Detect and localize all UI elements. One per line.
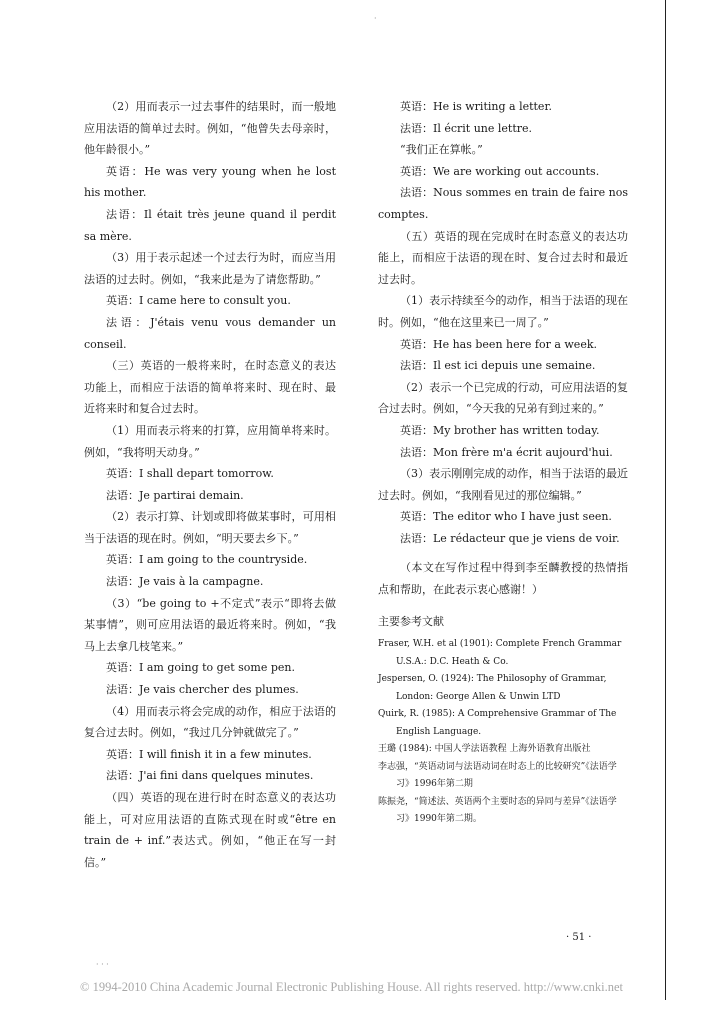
english-example: 英语：I came here to consult you. bbox=[106, 294, 291, 308]
french-example: 法语：Je vais à la campagne. bbox=[106, 575, 264, 589]
section-heading-paragraph: （三）英语的一般将来时，在时态意义的表达功能上，而相应于法语的简单将来时、现在时、最近将来时和复合过去时。 bbox=[84, 359, 336, 416]
page-border-line bbox=[665, 0, 666, 1000]
right-column bbox=[378, 96, 628, 829]
english-example: 英语：The editor who I have just seen. bbox=[400, 510, 612, 524]
english-example: 英语：My brother has written today. bbox=[400, 423, 600, 437]
english-example: 英语：I am going to get some pen. bbox=[106, 661, 295, 675]
page-number: · 51 · bbox=[566, 932, 592, 943]
french-example: 法语：Mon frère m'a écrit aujourd'hui. bbox=[400, 445, 613, 459]
french-example: 法语：Je vais chercher des plumes. bbox=[106, 683, 299, 697]
reference-item: 李志强，“英语动词与法语动词在时态上的比较研究”《法语学习》1996年第二期 bbox=[378, 761, 617, 790]
reference-item: Fraser, W.H. et al (1901): Complete French Grammar U.S.A.: D.C. Heath & Co. bbox=[378, 639, 622, 667]
french-example: 法语：J'étais venu vous demander un conseil. bbox=[84, 315, 336, 351]
english-example: 英语：He has been here for a week. bbox=[400, 337, 597, 351]
french-example: 法语：Je partirai demain. bbox=[106, 488, 244, 502]
french-example: 法语：Il est ici depuis une semaine. bbox=[400, 359, 596, 373]
reference-item: 陈振尧，“简述法、英语两个主要时态的异同与差异”《法语学习》1990年第二期。 bbox=[378, 796, 617, 825]
references-title: 主要参考文献 bbox=[378, 614, 444, 628]
reference-item: Jespersen, O. (1924): The Philosophy of Grammar, London: George Allen & Unwin LTD bbox=[378, 674, 607, 702]
french-example: 法语：Le rédacteur que je viens de voir. bbox=[400, 531, 620, 545]
english-example: 英语：He is writing a letter. bbox=[400, 100, 552, 113]
paragraph: （3）“be going to +不定式”表示“即将去做某事情”，则可应用法语的最近将来时。例如，“我马上去拿几枝笔来。” bbox=[84, 596, 336, 653]
paragraph: （3）用于表示起述一个过去行为时，而应当用法语的过去时。例如，“我来此是为了请您帮助。” bbox=[84, 251, 336, 286]
quoted-example: “我们正在算帐。” bbox=[400, 143, 483, 157]
acknowledgement-note: （本文在写作过程中得到李至麟教授的热情指点和帮助，在此表示衷心感谢！） bbox=[378, 561, 628, 597]
english-example: 英语：He was very young when he lost his mother. bbox=[84, 164, 336, 200]
english-example: 英语：We are working out accounts. bbox=[400, 164, 600, 178]
french-example: 法语：Il écrit une lettre. bbox=[400, 121, 533, 135]
references-list bbox=[378, 636, 628, 829]
paragraph: （4）用而表示将会完成的动作，相应于法语的复合过去时。例如，“我过几分钟就做完了。” bbox=[84, 704, 336, 740]
reference-item: Quirk, R. (1985): A Comprehensive Grammar of The English Language. bbox=[378, 709, 617, 737]
english-example: 英语：I shall depart tomorrow. bbox=[106, 467, 274, 481]
reference-item: 王璐 (1984): 中国人学法语教程 上海外语教育出版社 bbox=[378, 744, 591, 755]
paragraph: （2）用而表示一过去事件的结果时，而一般地应用法语的简单过去时。例如，“他曾失去母亲时，他年龄很小。” bbox=[84, 100, 336, 157]
scan-speck: · bbox=[374, 14, 377, 23]
copyright-footer: © 1994-2010 China Academic Journal Electronic Publishing House. All rights reserved. http://www.cnki.net bbox=[80, 980, 623, 994]
french-example: 法语：J'ai fini dans quelques minutes. bbox=[106, 769, 314, 783]
french-example: 法语：Nous sommes en train de faire nos comptes. bbox=[378, 186, 628, 221]
paragraph: （1）表示持续至今的动作，相当于法语的现在时。例如，“他在这里来已一周了。” bbox=[378, 294, 628, 329]
french-example: 法语：Il était très jeune quand il perdit sa mère. bbox=[84, 207, 336, 243]
english-example: 英语：I will finish it in a few minutes. bbox=[106, 747, 312, 761]
paragraph: （2）表示一个已完成的行动，可应用法语的复合过去时。例如，“今天我的兄弟有到过来的。” bbox=[378, 380, 628, 416]
english-example: 英语：I am going to the countryside. bbox=[106, 553, 308, 567]
scan-speck: · · · bbox=[96, 960, 109, 969]
paragraph: （2）表示打算、计划或即将做某事时，可用相当于法语的现在时。例如，“明天要去乡下。” bbox=[84, 510, 336, 545]
paragraph: （3）表示刚刚完成的动作，相当于法语的最近过去时。例如，“我刚看见过的那位编辑。” bbox=[378, 467, 628, 502]
section-heading-paragraph: （五）英语的现在完成时在时态意义的表达功能上，而相应于法语的现在时、复合过去时和最近过去时。 bbox=[378, 229, 628, 286]
section-heading-paragraph: （四）英语的现在进行时在时态意义的表达功能上，可对应用法语的直陈式现在时或“être en train de + inf.”表达式。例如，“他正在写一封信。” bbox=[84, 791, 336, 869]
paragraph: （1）用而表示将来的打算，应用简单将来时。例如，“我将明天动身。” bbox=[84, 423, 336, 459]
left-column bbox=[84, 96, 336, 873]
